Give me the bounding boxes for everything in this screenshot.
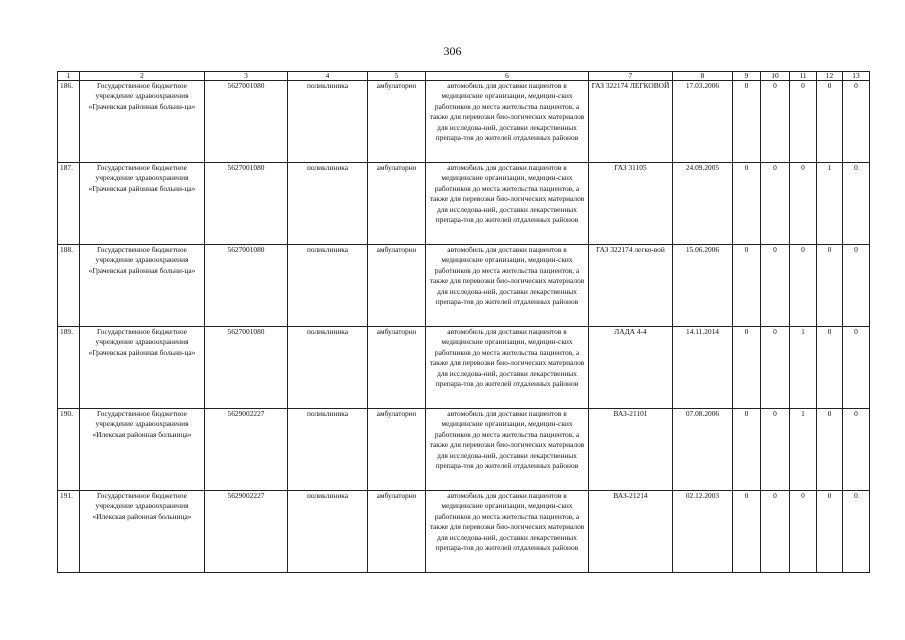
col-9-value: 0	[733, 491, 761, 573]
care-mode: амбулаторно	[368, 81, 426, 163]
inn-code: 5629002227	[205, 409, 288, 491]
col-11-value: 1	[790, 409, 817, 491]
col-10-value: 0	[761, 491, 790, 573]
row-number: 188.	[58, 245, 80, 327]
row-number: 191.	[58, 491, 80, 573]
col-13-value: 0	[843, 81, 870, 163]
vehicle-model: ВАЗ-21101	[589, 409, 673, 491]
organization-name: Государственное бюджетное учреждение здравоохранения «Грачевская районная больни-ца»	[80, 245, 205, 327]
col-11-value: 0	[790, 491, 817, 573]
vehicle-purpose: автомобиль для доставки пациентов в медицинские организации, медицин-ских работников до места жительства пациентов, а также для перевозки био-логических материалов для исследова-ний, доставки лекарственных препара-тов до жителей отдаленных районов	[426, 163, 589, 245]
registration-date: 24.09.2005	[673, 163, 733, 245]
row-number: 189.	[58, 327, 80, 409]
col-11-value: 0	[790, 245, 817, 327]
table-row	[58, 245, 870, 327]
col-12-value: 0	[817, 81, 843, 163]
inn-code: 5629002227	[205, 491, 288, 573]
col-11-value: 1	[790, 327, 817, 409]
col-9-value: 0	[733, 327, 761, 409]
col-13-value: 0	[843, 327, 870, 409]
care-mode: амбулаторно	[368, 245, 426, 327]
col-13-value: 0	[843, 409, 870, 491]
col-13-value: 0	[843, 491, 870, 573]
vehicle-purpose: автомобиль для доставки пациентов в медицинские организации, медицин-ских работников до места жительства пациентов, а также для перевозки био-логических материалов для исследова-ний, доставки лекарственных препара-тов до жителей отдаленных районов	[426, 409, 589, 491]
organization-name: Государственное бюджетное учреждение здравоохранения «Илекская районная больница»	[80, 491, 205, 573]
facility-type: поликлиника	[288, 163, 368, 245]
column-header: 12	[817, 72, 843, 81]
facility-type: поликлиника	[288, 409, 368, 491]
col-12-value: 0	[817, 491, 843, 573]
column-header: 1	[58, 72, 80, 81]
col-11-value: 0	[790, 163, 817, 245]
organization-name: Государственное бюджетное учреждение здравоохранения «Илекская районная больница»	[80, 409, 205, 491]
column-header: 6	[426, 72, 589, 81]
facility-type: поликлиника	[288, 327, 368, 409]
vehicle-register-table	[57, 71, 870, 573]
care-mode: амбулаторно	[368, 409, 426, 491]
inn-code: 5627001080	[205, 163, 288, 245]
column-header: 13	[843, 72, 870, 81]
vehicle-model: ВАЗ-21214	[589, 491, 673, 573]
col-13-value: 0	[843, 245, 870, 327]
table-row	[58, 327, 870, 409]
col-11-value: 0	[790, 81, 817, 163]
table-row	[58, 491, 870, 573]
inn-code: 5627001080	[205, 327, 288, 409]
organization-name: Государственное бюджетное учреждение здравоохранения «Грачевская районная больни-ца»	[80, 81, 205, 163]
care-mode: амбулаторно	[368, 163, 426, 245]
column-header: 2	[80, 72, 205, 81]
row-number: 186.	[58, 81, 80, 163]
column-header: 7	[589, 72, 673, 81]
col-13-value: 0	[843, 163, 870, 245]
column-header: 11	[790, 72, 817, 81]
facility-type: поликлиника	[288, 81, 368, 163]
registration-date: 07.08.2006	[673, 409, 733, 491]
col-10-value: 0	[761, 409, 790, 491]
col-9-value: 0	[733, 245, 761, 327]
organization-name: Государственное бюджетное учреждение здравоохранения «Грачевская районная больни-ца»	[80, 163, 205, 245]
row-number: 187.	[58, 163, 80, 245]
registration-date: 17.03.2006	[673, 81, 733, 163]
vehicle-purpose: автомобиль для доставки пациентов в медицинские организации, медицин-ских работников до места жительства пациентов, а также для перевозки био-логических материалов для исследова-ний, доставки лекарственных препара-тов до жителей отдаленных районов	[426, 491, 589, 573]
page-number: 306	[443, 44, 462, 58]
header-row	[58, 72, 870, 81]
col-10-value: 0	[761, 327, 790, 409]
col-9-value: 0	[733, 163, 761, 245]
col-12-value: 0	[817, 327, 843, 409]
row-number: 190.	[58, 409, 80, 491]
registration-date: 02.12.2003	[673, 491, 733, 573]
registration-date: 14.11.2014	[673, 327, 733, 409]
inn-code: 5627001080	[205, 81, 288, 163]
care-mode: амбулаторно	[368, 327, 426, 409]
care-mode: амбулаторно	[368, 491, 426, 573]
col-12-value: 1	[817, 163, 843, 245]
col-9-value: 0	[733, 409, 761, 491]
col-10-value: 0	[761, 81, 790, 163]
col-10-value: 0	[761, 245, 790, 327]
col-9-value: 0	[733, 81, 761, 163]
column-header: 5	[368, 72, 426, 81]
table-row	[58, 81, 870, 163]
facility-type: поликлиника	[288, 245, 368, 327]
organization-name: Государственное бюджетное учреждение здравоохранения «Грачевская районная больни-ца»	[80, 327, 205, 409]
column-header: 8	[673, 72, 733, 81]
vehicle-model: ГАЗ 322174 ЛЕГКОВОЙ	[589, 81, 673, 163]
registration-date: 15.06.2006	[673, 245, 733, 327]
column-header: 10	[761, 72, 790, 81]
vehicle-model: ГАЗ 322174 легко-вой	[589, 245, 673, 327]
facility-type: поликлиника	[288, 491, 368, 573]
column-header: 9	[733, 72, 761, 81]
column-header: 4	[288, 72, 368, 81]
vehicle-model: ГАЗ 31105	[589, 163, 673, 245]
table-row	[58, 409, 870, 491]
vehicle-purpose: автомобиль для доставки пациентов в медицинские организации, медицин-ских работников до места жительства пациентов, а также для перевозки био-логических материалов для исследова-ний, доставки лекарственных препара-тов до жителей отдаленных районов	[426, 245, 589, 327]
col-10-value: 0	[761, 163, 790, 245]
inn-code: 5627001080	[205, 245, 288, 327]
table-row	[58, 163, 870, 245]
vehicle-purpose: автомобиль для доставки пациентов в медицинские организации, медицин-ских работников до места жительства пациентов, а также для перевозки био-логических материалов для исследова-ний, доставки лекарственных препара-тов до жителей отдаленных районов	[426, 81, 589, 163]
column-header: 3	[205, 72, 288, 81]
col-12-value: 0	[817, 409, 843, 491]
vehicle-purpose: автомобиль для доставки пациентов в медицинские организации, медицин-ских работников до места жительства пациентов, а также для перевозки био-логических материалов для исследова-ний, доставки лекарственных препара-тов до жителей отдаленных районов	[426, 327, 589, 409]
vehicle-model: ЛАДА 4-4	[589, 327, 673, 409]
col-12-value: 0	[817, 245, 843, 327]
